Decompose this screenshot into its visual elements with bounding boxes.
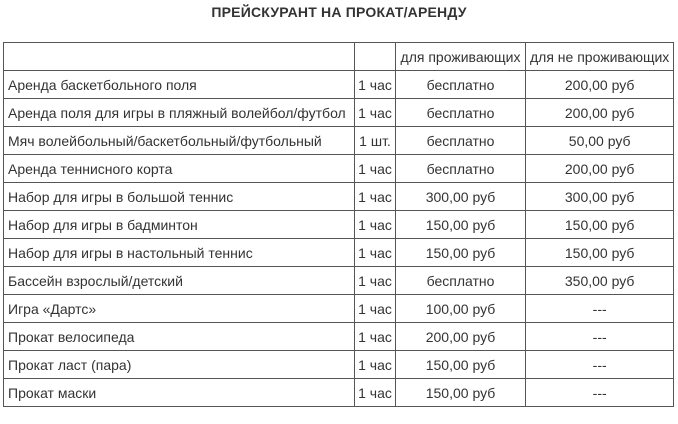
table-row bbox=[4, 211, 674, 239]
item-name-cell: Набор для игры в большой теннис bbox=[4, 183, 355, 211]
unit-cell: 1 час bbox=[355, 379, 396, 407]
table-row bbox=[4, 379, 674, 407]
non-residents-price-cell: --- bbox=[526, 351, 674, 379]
residents-price-cell: бесплатно bbox=[396, 127, 526, 155]
table-header-row bbox=[4, 43, 674, 71]
non-residents-price-cell: 150,00 руб bbox=[526, 239, 674, 267]
unit-cell: 1 час bbox=[355, 323, 396, 351]
table-row bbox=[4, 155, 674, 183]
non-residents-price-cell: 50,00 руб bbox=[526, 127, 674, 155]
residents-price-cell: 150,00 руб bbox=[396, 379, 526, 407]
page-title-text: ПРЕЙСКУРАНТ НА ПРОКАТ/АРЕНДУ bbox=[211, 4, 467, 20]
unit-cell: 1 час bbox=[355, 211, 396, 239]
table-row bbox=[4, 295, 674, 323]
table-row bbox=[4, 351, 674, 379]
item-name-cell: Аренда поля для игры в пляжный волейбол/футбол bbox=[4, 99, 355, 127]
residents-price-cell: 300,00 руб bbox=[396, 183, 526, 211]
price-table-body bbox=[4, 43, 674, 407]
non-residents-price-cell: 150,00 руб bbox=[526, 211, 674, 239]
table-row bbox=[4, 239, 674, 267]
page-title bbox=[0, 4, 678, 20]
non-residents-price-cell: 300,00 руб bbox=[526, 183, 674, 211]
unit-cell: 1 час bbox=[355, 99, 396, 127]
non-residents-price-cell: 350,00 руб bbox=[526, 267, 674, 295]
unit-cell: 1 час bbox=[355, 267, 396, 295]
item-name-cell: Игра «Дартс» bbox=[4, 295, 355, 323]
unit-cell: 1 шт. bbox=[355, 127, 396, 155]
unit-cell: 1 час bbox=[355, 239, 396, 267]
non-residents-price-cell: --- bbox=[526, 379, 674, 407]
item-name-cell: Набор для игры в бадминтон bbox=[4, 211, 355, 239]
non-residents-price-cell: 200,00 руб bbox=[526, 71, 674, 99]
residents-price-cell: 150,00 руб bbox=[396, 211, 526, 239]
residents-price-cell: 150,00 руб bbox=[396, 351, 526, 379]
residents-price-cell: бесплатно bbox=[396, 267, 526, 295]
residents-price-cell: 150,00 руб bbox=[396, 239, 526, 267]
non-residents-price-cell: --- bbox=[526, 323, 674, 351]
header-cell-unit bbox=[355, 43, 396, 71]
header-cell-residents: для проживающих bbox=[396, 43, 526, 71]
table-row bbox=[4, 71, 674, 99]
price-table bbox=[3, 42, 674, 407]
table-row bbox=[4, 127, 674, 155]
table-row bbox=[4, 267, 674, 295]
non-residents-price-cell: 200,00 руб bbox=[526, 155, 674, 183]
unit-cell: 1 час bbox=[355, 295, 396, 323]
item-name-cell: Бассейн взрослый/детский bbox=[4, 267, 355, 295]
item-name-cell: Аренда теннисного корта bbox=[4, 155, 355, 183]
item-name-cell: Набор для игры в настольный теннис bbox=[4, 239, 355, 267]
residents-price-cell: 200,00 руб bbox=[396, 323, 526, 351]
unit-cell: 1 час bbox=[355, 183, 396, 211]
item-name-cell: Мяч волейбольный/баскетбольный/футбольный bbox=[4, 127, 355, 155]
unit-cell: 1 час bbox=[355, 155, 396, 183]
item-name-cell: Прокат маски bbox=[4, 379, 355, 407]
item-name-cell: Прокат велосипеда bbox=[4, 323, 355, 351]
table-row bbox=[4, 99, 674, 127]
non-residents-price-cell: --- bbox=[526, 295, 674, 323]
item-name-cell: Прокат ласт (пара) bbox=[4, 351, 355, 379]
table-row bbox=[4, 183, 674, 211]
item-name-cell: Аренда баскетбольного поля bbox=[4, 71, 355, 99]
unit-cell: 1 час bbox=[355, 71, 396, 99]
table-row bbox=[4, 323, 674, 351]
unit-cell: 1 час bbox=[355, 351, 396, 379]
header-cell-item bbox=[4, 43, 355, 71]
residents-price-cell: бесплатно bbox=[396, 71, 526, 99]
residents-price-cell: 100,00 руб bbox=[396, 295, 526, 323]
non-residents-price-cell: 200,00 руб bbox=[526, 99, 674, 127]
residents-price-cell: бесплатно bbox=[396, 155, 526, 183]
residents-price-cell: бесплатно bbox=[396, 99, 526, 127]
header-cell-non-residents: для не проживающих bbox=[526, 43, 674, 71]
